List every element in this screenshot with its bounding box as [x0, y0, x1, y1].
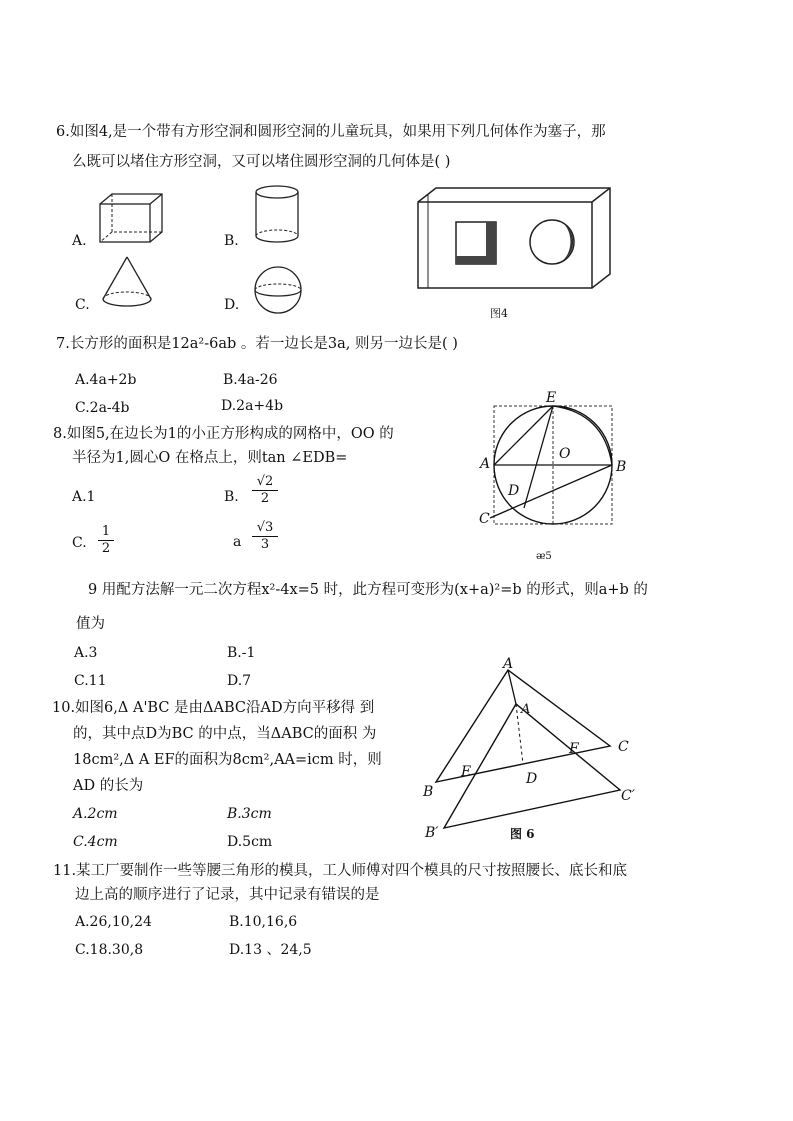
q11-option-a: A.26,10,24 — [75, 914, 152, 930]
q11-option-b: B.10,16,6 — [229, 914, 298, 930]
q9-stem-line2: 值为 — [76, 616, 105, 632]
q10-stem-line3: 18cm²,Δ A EF的面积为8cm²,AA=icm 时，则 — [73, 752, 382, 768]
q7-stem: 7.长方形的面积是12a²-6ab 。若一边长是3a, 则另一边长是( ) — [56, 336, 458, 352]
q8-stem-line2: 半径为1,圆心O 在格点上，则tan ∠EDB= — [72, 450, 348, 466]
sphere-icon — [252, 264, 304, 316]
q11-option-d: D.13 、24,5 — [229, 942, 312, 958]
fig5-label-b: B — [616, 459, 627, 475]
q9-stem-line1: 9 用配方法解一元二次方程x²-4x=5 时，此方程可变形为(x+a)²=b 的形式，则a+b 的 — [88, 582, 648, 598]
q6-option-c-label: C. — [75, 297, 90, 313]
q10-option-c: C.4cm — [73, 834, 118, 850]
q8-option-c-numerator: 1 — [98, 524, 114, 541]
q6-option-b-label: B. — [224, 233, 239, 249]
q10-option-d: D.5cm — [227, 834, 273, 850]
q8-option-d-numerator: √3 — [252, 520, 278, 537]
translated-triangles-figure — [420, 650, 630, 835]
q8-option-b-fraction — [252, 474, 278, 507]
q8-option-a: A.1 — [72, 489, 96, 505]
q10-option-a: A.2cm — [73, 806, 118, 822]
figure-6-caption: 图 6 — [510, 827, 535, 841]
q6-stem-line1: 6.如图4,是一个带有方形空洞和圆形空洞的儿童玩具，如果用下列几何体作为塞子，那 — [56, 124, 606, 140]
q8-option-b-denominator: 2 — [260, 491, 270, 506]
fig6-label-c-prime: C′ — [621, 788, 635, 804]
q8-option-b-numerator: √2 — [252, 474, 278, 491]
q8-option-c-denominator: 2 — [101, 541, 111, 556]
fig6-label-f: F — [569, 741, 579, 757]
fig5-label-a: A — [480, 456, 491, 472]
fig5-label-d: D — [508, 483, 520, 499]
q8-option-c-fraction — [98, 524, 114, 557]
toy-box-figure — [414, 184, 614, 296]
q10-option-b: B.3cm — [227, 806, 272, 822]
fig6-label-a: A — [503, 656, 514, 672]
q8-option-b-label: B. — [224, 489, 239, 505]
q6-option-a-label: A. — [72, 233, 87, 249]
q8-option-c-label: C. — [72, 535, 87, 551]
q9-option-b: B.-1 — [227, 645, 256, 661]
cylinder-icon — [252, 184, 302, 246]
q10-stem-line1: 10.如图6,Δ A'BC 是由ΔABC沿AD方向平移得 到 — [52, 700, 375, 716]
q11-option-c: C.18.30,8 — [75, 942, 144, 958]
q8-option-d-denominator: 3 — [260, 537, 270, 552]
q10-stem-line4: AD 的长为 — [73, 778, 144, 794]
q9-option-a: A.3 — [74, 645, 98, 661]
figure-4-caption: 图4 — [490, 307, 508, 320]
q7-option-c: C.2a-4b — [75, 400, 130, 416]
fig6-label-e: E — [461, 764, 472, 780]
cone-icon — [98, 255, 156, 313]
q11-stem-line2: 边上高的顺序进行了记录，其中记录有错误的是 — [75, 887, 380, 903]
figure-5-caption: ᴂ5 — [536, 551, 552, 562]
q8-option-d-fraction — [252, 520, 278, 553]
q7-option-a: A.4a+2b — [75, 372, 137, 388]
fig5-label-c: C — [479, 511, 490, 527]
cube-icon — [96, 190, 168, 246]
q10-stem-line2: 的，其中点D为BC 的中点，当ΔABC的面积 为 — [73, 726, 377, 742]
fig5-label-e: E — [546, 390, 557, 406]
fig6-label-b: B — [423, 784, 434, 800]
q9-option-c: C.11 — [74, 673, 107, 689]
q7-option-b: B.4a-26 — [223, 372, 278, 388]
fig6-label-b-prime: B′ — [425, 825, 439, 841]
fig6-label-d: D — [526, 771, 538, 787]
q9-option-d: D.7 — [227, 673, 252, 689]
q6-option-d-label: D. — [224, 297, 240, 313]
q7-option-d: D.2a+4b — [221, 398, 284, 414]
q11-stem-line1: 11.某工厂要制作一些等腰三角形的模具，工人师傅对四个模具的尺寸按照腰长、底长和底 — [53, 863, 628, 879]
circle-grid-figure — [476, 388, 636, 538]
q8-option-d-label: a — [233, 534, 242, 550]
fig6-label-c: C — [618, 739, 629, 755]
q8-stem-line1: 8.如图5,在边长为1的小正方形构成的网格中，OO 的 — [53, 426, 394, 442]
fig6-label-a-prime: A — [521, 702, 531, 717]
fig5-label-o: O — [559, 446, 571, 462]
q6-stem-line2: 么既可以堵住方形空洞，又可以堵住圆形空洞的几何体是( ) — [72, 154, 451, 170]
